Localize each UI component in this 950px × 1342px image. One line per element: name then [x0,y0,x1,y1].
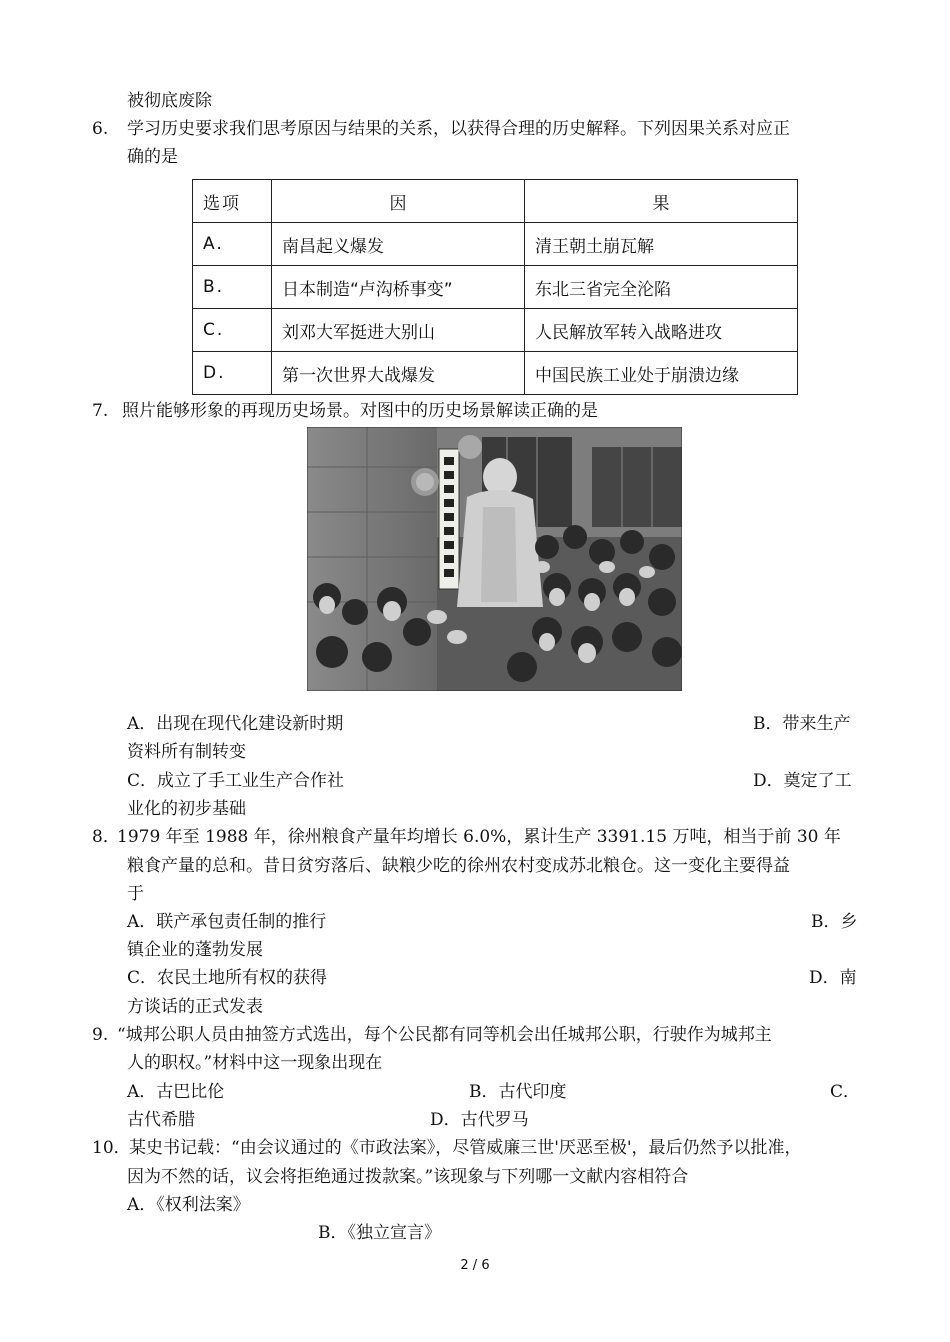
q9-number: 9. [92,1025,109,1045]
q8-number: 8． [92,827,120,847]
row-effect: 中国民族工业处于崩溃边缘 [525,352,798,395]
q9-option-b: B．古代印度 [469,1082,567,1102]
q7-option-a: A．出现在现代化建设新时期 [127,714,344,734]
q9-option-c-cont: 古代希腊 [127,1110,195,1130]
header-cause: 因 [272,180,525,223]
table-row [193,266,798,309]
q8-option-c: C．农民土地所有权的获得 [127,968,328,988]
q8-option-d-cont: 方谈话的正式发表 [127,997,263,1017]
header-option: 选项 [193,180,272,223]
row-cause: 第一次世界大战爆发 [272,352,525,395]
row-option: C. [193,309,272,352]
q7-stem: 照片能够形象的再现历史场景。对图中的历史场景解读正确的是 [122,401,598,421]
page-number: 2 / 6 [460,1258,490,1273]
q9-stem-line2: 人的职权。”材料中这一现象出现在 [127,1053,383,1073]
q7-number: 7. [92,401,109,421]
header-effect: 果 [525,180,798,223]
q9-stem-line1: “城邦公职人员由抽签方式选出，每个公民都有同等机会出任城邦公职，行驶作为城邦主 [117,1025,772,1045]
cause-effect-table [192,179,798,395]
q8-option-b-cont: 镇企业的蓬勃发展 [127,940,263,960]
row-effect: 人民解放军转入战略进攻 [525,309,798,352]
row-effect: 清王朝土崩瓦解 [525,223,798,266]
row-option: A. [193,223,272,266]
table-row [193,309,798,352]
row-cause: 刘邓大军挺进大别山 [272,309,525,352]
row-effect: 东北三省完全沦陷 [525,266,798,309]
row-option: B. [193,266,272,309]
table-header-row [193,180,798,223]
q8-option-a: A．联产承包责任制的推行 [127,912,327,932]
q6-stem-line1: 学习历史要求我们思考原因与结果的关系，以获得合理的历史解释。下列因果关系对应正 [127,119,790,139]
q7-option-b-cont: 资料所有制转变 [127,742,246,762]
q7-option-c: C．成立了手工业生产合作社 [127,771,345,791]
q10-stem-line1: 某史书记载：“由会议通过的《市政法案》，尽管威廉三世'厌恶至极'，最后仍然予以批准， [129,1138,802,1158]
q8-stem-line1: 1979 年至 1988 年，徐州粮食产量年均增长 6.0%，累计生产 3391.15 万吨，相当于前 30 年 [117,827,841,847]
q8-option-b: B．乡 [811,912,858,932]
historical-photo [307,427,682,691]
q6-number: 6. [92,119,109,139]
row-cause: 日本制造“卢沟桥事变” [272,266,525,309]
q8-stem-line2: 粮食产量的总和。昔日贫穷落后、缺粮少吃的徐州农村变成苏北粮仓。这一变化主要得益 [127,856,790,876]
q5-tail: 被彻底废除 [127,91,212,111]
table-row [193,352,798,395]
q9-option-c: C． [830,1082,861,1102]
q10-option-b: B．《独立宣言》 [318,1223,441,1243]
q6-stem-line2: 确的是 [127,147,178,167]
q10-number: 10． [92,1138,131,1158]
row-cause: 南昌起义爆发 [272,223,525,266]
q7-option-b: B．带来生产 [753,714,851,734]
q9-option-d: D．古代罗马 [430,1110,529,1130]
q8-option-d: D．南 [809,968,857,988]
q7-option-d: D．奠定了工 [753,771,852,791]
table-row [193,223,798,266]
q10-option-a: A．《权利法案》 [127,1195,250,1215]
q8-stem-line3: 于 [127,884,144,904]
q10-stem-line2: 因为不然的话，议会将拒绝通过拨款案。”该现象与下列哪一文献内容相符合 [127,1167,689,1187]
q7-option-d-cont: 业化的初步基础 [127,799,246,819]
row-option: D. [193,352,272,395]
q9-option-a: A．古巴比伦 [127,1082,225,1102]
